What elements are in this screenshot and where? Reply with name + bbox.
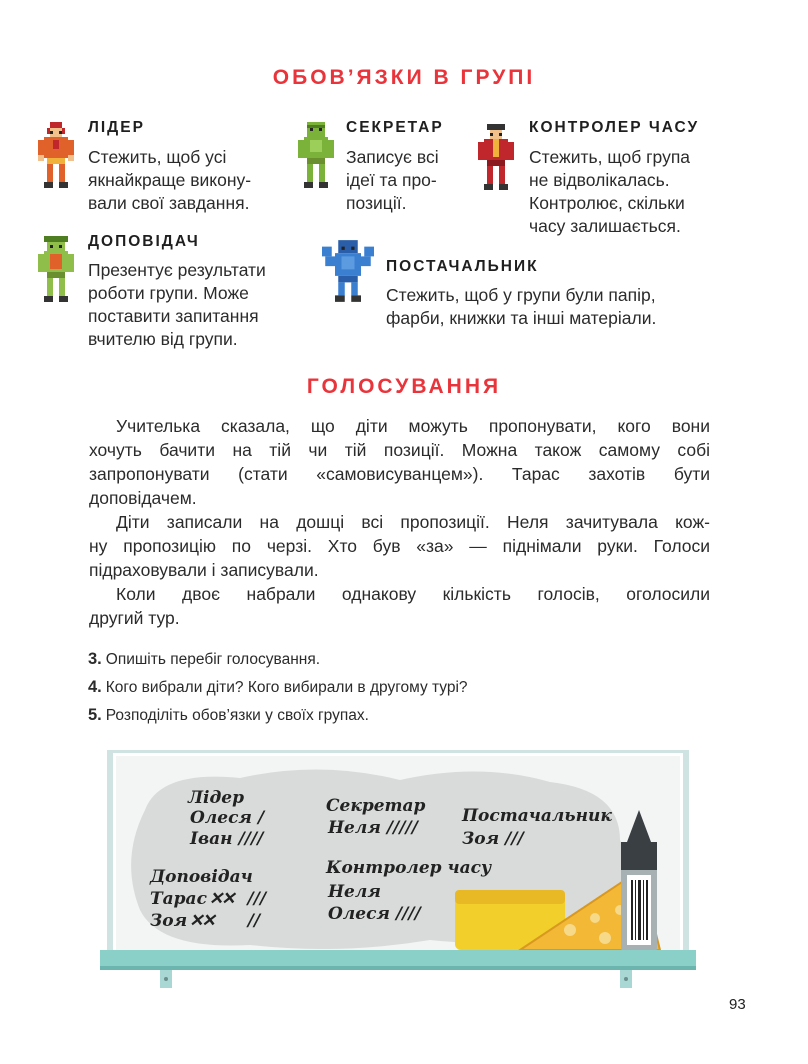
role-description: Стежить, щоб усі якнайкраще викону- вали свої завдання.: [88, 147, 252, 213]
page-number: 93: [729, 996, 746, 1013]
role-title: КОНТРОЛЕР ЧАСУ: [529, 119, 700, 136]
board-speaker-label: Доповідач: [150, 867, 253, 887]
board-timekeeper-vote: Неля: [328, 882, 381, 902]
role-title: СЕКРЕТАР: [346, 119, 444, 136]
board-timekeeper-label: Контролер часу: [326, 858, 492, 878]
pixel-speaker-icon: [38, 236, 74, 302]
board-secretary-label: Секретар: [326, 796, 426, 816]
board-speaker-vote: Тарас ✕✕ ///: [150, 889, 267, 909]
board-leader-label: Лідер: [188, 788, 245, 808]
pixel-supplier-icon: [322, 240, 374, 302]
question-4: 4. Кого вибрали діти? Кого вибирали в другому турі?: [88, 678, 468, 696]
voting-section-title: ГОЛОСУВАННЯ: [306, 375, 502, 398]
board-supplier-vote: Зоя ///: [462, 829, 524, 849]
role-description: Презентує результати роботи групи. Може поставити запитання вчителю від групи.: [88, 260, 266, 349]
question-3: 3. Опишіть перебіг голосування.: [88, 650, 321, 668]
pixel-secretary-icon: [298, 122, 334, 188]
board-speaker-vote: Зоя ✕✕ //: [150, 911, 261, 931]
voting-paragraph-2: Діти записали на дошці всі пропозиції. Неля зачитувала кож- ну пропозицію по черзі. Хто був «за» — піднімали руки. Голоси підраховували і записували.: [89, 512, 710, 580]
roles-section-title: ОБОВ’ЯЗКИ В ГРУПІ: [272, 66, 536, 89]
board-leader-vote: Іван ////: [190, 829, 264, 849]
pixel-timekeeper-icon: [478, 124, 514, 190]
role-description: Стежить, щоб у групи були папір, фарби, книжки та інші матеріали.: [386, 285, 657, 328]
role-description: Стежить, щоб група не відволікалась. Контролює, скільки часу залишається.: [529, 147, 691, 236]
board-timekeeper-vote: Олеся ////: [328, 904, 421, 924]
voting-paragraph-1: Учителька сказала, що діти можуть пропонувати, кого вони хочуть бачити на тій чи тій позиції. Можна також самому собі запропонувати (стати «самовисуванцем»). Тарас захотів бути доповідачем.: [89, 416, 710, 508]
role-description: Записує всі ідеї та про- позиції.: [346, 147, 439, 213]
board-secretary-vote: Неля /////: [328, 818, 418, 838]
voting-paragraph-3: Коли двоє набрали однакову кількість голосів, оголосили другий тур.: [89, 584, 710, 628]
role-title: ЛІДЕР: [88, 119, 145, 136]
question-5: 5. Розподіліть обов’язки у своїх групах.: [88, 706, 369, 724]
pixel-leader-icon: [38, 122, 74, 188]
role-title: ДОПОВІДАЧ: [88, 233, 200, 250]
role-title: ПОСТАЧАЛЬНИК: [386, 258, 539, 275]
board-supplier-label: Постачальник: [462, 806, 612, 826]
board-leader-vote: Олеся /: [190, 808, 265, 828]
